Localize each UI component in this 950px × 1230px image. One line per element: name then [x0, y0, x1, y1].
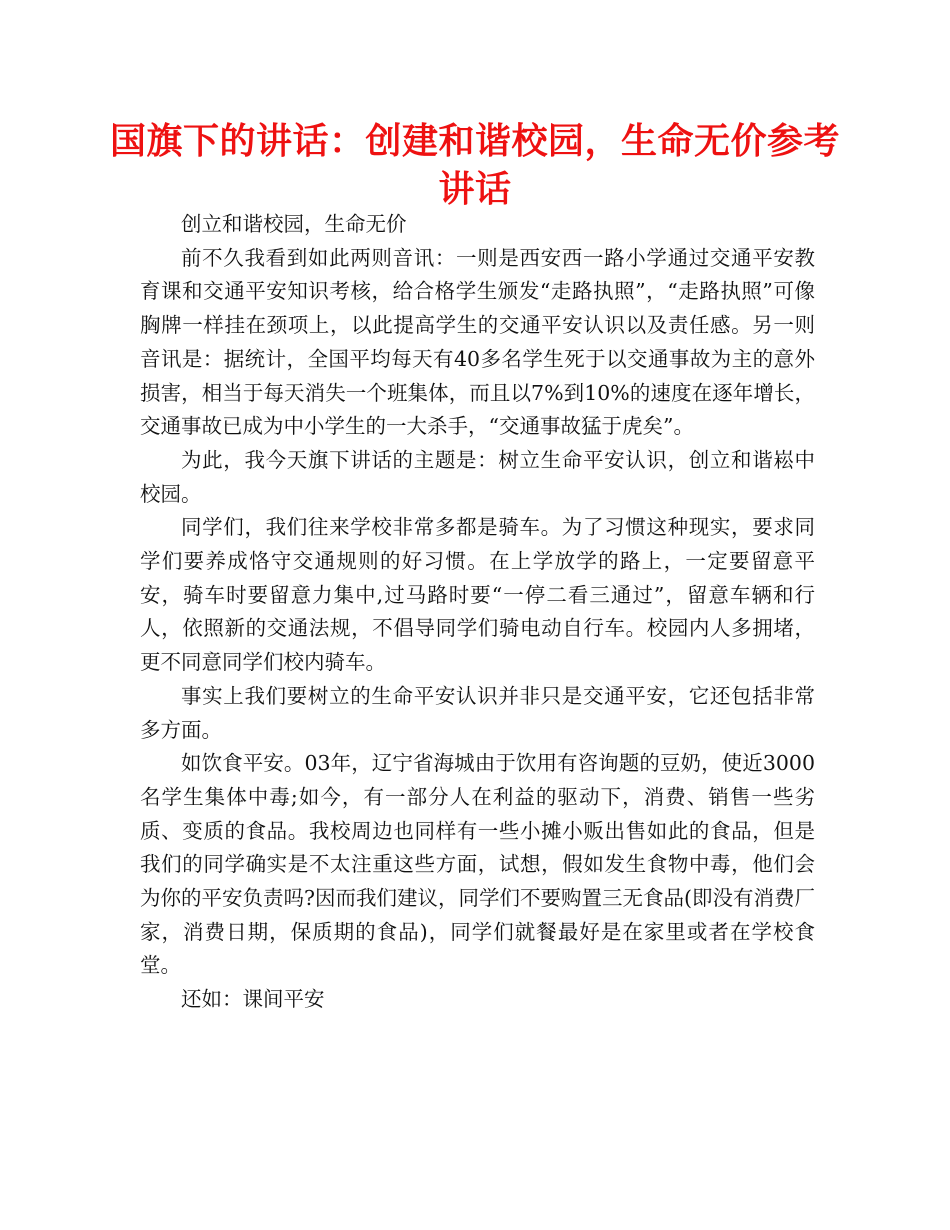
document-body: [140, 208, 815, 1017]
paragraph-theme: 为此，我今天旗下讲话的主题是：树立生命平安认识，创立和谐崧中校园。: [140, 447, 815, 506]
paragraph-food-safety: 如饮食平安。03年，辽宁省海城由于饮用有咨询题的豆奶，使近3000名学生集体中毒;如今，有一部分人在利益的驱动下，消费、销售一些劣质、变质的食品。我校周边也同样有一些小摊小贩出售如此的食品，但是我们的同学确实是不太注重这些方面，试想，假如发生食物中毒，他们会为你的平安负责吗?因而我们建议，同学们不要购置三无食品(即没有消费厂家，消费日期，保质期的食品)，同学们就餐最好是在家里或者在学校食堂。: [140, 751, 815, 978]
paragraph-recess-safety: 还如：课间平安: [181, 987, 325, 1012]
paragraph-subtitle: 创立和谐校园，生命无价: [181, 212, 407, 236]
paragraph-news: 前不久我看到如此两则音讯：一则是西安西一路小学通过交通平安教育课和交通平安知识考核，给合格学生颁发“走路执照”，“走路执照”可像胸牌一样挂在颈项上，以此提高学生的交通平安认识以及责任感。另一则音讯是：据统计，全国平均每天有40多名学生死于以交通事故为主的意外损害，相当于每天消失一个班集体，而且以7%到10%的速度在逐年增长，交通事故已成为中小学生的一大杀手，“交通事故猛于虎矣”。: [140, 245, 815, 439]
paragraph-traffic-safety: 同学们，我们往来学校非常多都是骑车。为了习惯这种现实，要求同学们要养成恪守交通规则的好习惯。在上学放学的路上，一定要留意平安，骑车时要留意力集中,过马路时要“一停二看三通过”，留意车辆和行人，依照新的交通法规，不倡导同学们骑电动自行车。校园内人多拥堵，更不同意同学们校内骑车。: [140, 515, 815, 675]
document-title: 国旗下的讲话：创建和谐校园，生命无价参考讲话: [109, 121, 840, 210]
paragraph-safety-scope: 事实上我们要树立的生命平安认识并非只是交通平安，它还包括非常多方面。: [140, 683, 815, 742]
